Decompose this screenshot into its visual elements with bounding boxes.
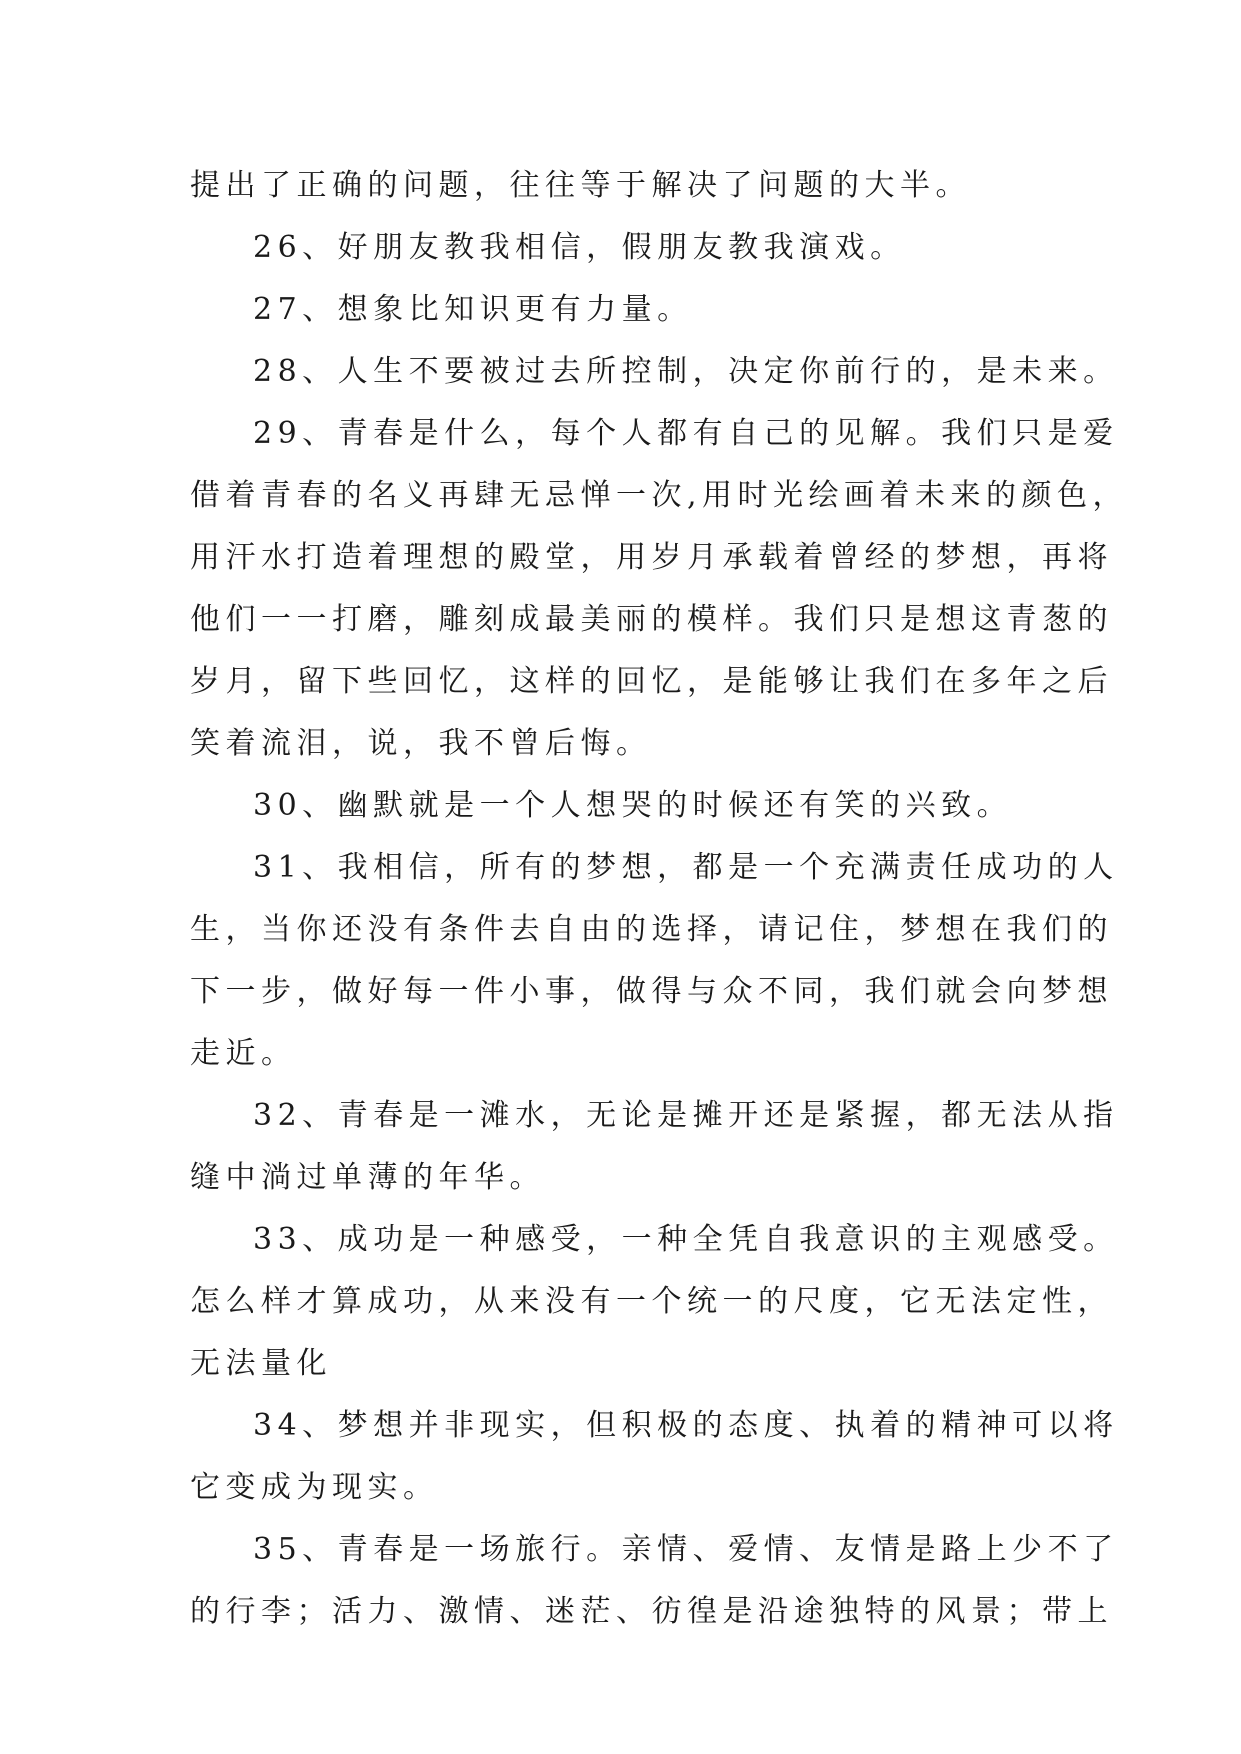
text-line: 借着青春的名义再肆无忌惮一次,用时光绘画着未来的颜色， <box>190 478 1129 513</box>
text-line: 走近。 <box>190 1036 297 1071</box>
text-line: 的行李；活力、激情、迷茫、彷徨是沿途独特的风景；带上 <box>190 1594 1113 1629</box>
quote-26: 26、好朋友教我相信，假朋友教我演戏。 <box>253 230 906 265</box>
text-line: 它变成为现实。 <box>190 1470 439 1505</box>
text-line: 下一步，做好每一件小事，做得与众不同，我们就会向梦想 <box>190 974 1113 1009</box>
text-line: 他们一一打磨，雕刻成最美丽的模样。我们只是想这青葱的 <box>190 602 1113 637</box>
quote-34: 34、梦想并非现实，但积极的态度、执着的精神可以将 <box>253 1408 1119 1443</box>
text-line: 用汗水打造着理想的殿堂，用岁月承载着曾经的梦想，再将 <box>190 540 1113 575</box>
quote-35: 35、青春是一场旅行。亲情、爱情、友情是路上少不了 <box>253 1532 1119 1567</box>
text-line: 无法量化 <box>190 1346 332 1381</box>
text-line: 生，当你还没有条件去自由的选择，请记住，梦想在我们的 <box>190 912 1113 947</box>
quote-33: 33、成功是一种感受，一种全凭自我意识的主观感受。 <box>253 1222 1119 1257</box>
text-line: 岁月，留下些回忆，这样的回忆，是能够让我们在多年之后 <box>190 664 1113 699</box>
quote-27: 27、想象比知识更有力量。 <box>253 292 693 327</box>
quote-30: 30、幽默就是一个人想哭的时候还有笑的兴致。 <box>253 788 1013 823</box>
quote-32: 32、青春是一滩水，无论是摊开还是紧握，都无法从指 <box>253 1098 1119 1133</box>
quote-31: 31、我相信，所有的梦想，都是一个充满责任成功的人 <box>253 850 1119 885</box>
text-line: 提出了正确的问题，往往等于解决了问题的大半。 <box>190 168 971 203</box>
text-line: 笑着流泪，说，我不曾后悔。 <box>190 726 652 761</box>
quote-29: 29、青春是什么，每个人都有自己的见解。我们只是爱 <box>253 416 1119 451</box>
text-line: 怎么样才算成功，从来没有一个统一的尺度，它无法定性， <box>190 1284 1113 1319</box>
text-line: 缝中淌过单薄的年华。 <box>190 1160 545 1195</box>
quote-28: 28、人生不要被过去所控制，决定你前行的，是未来。 <box>253 354 1119 389</box>
